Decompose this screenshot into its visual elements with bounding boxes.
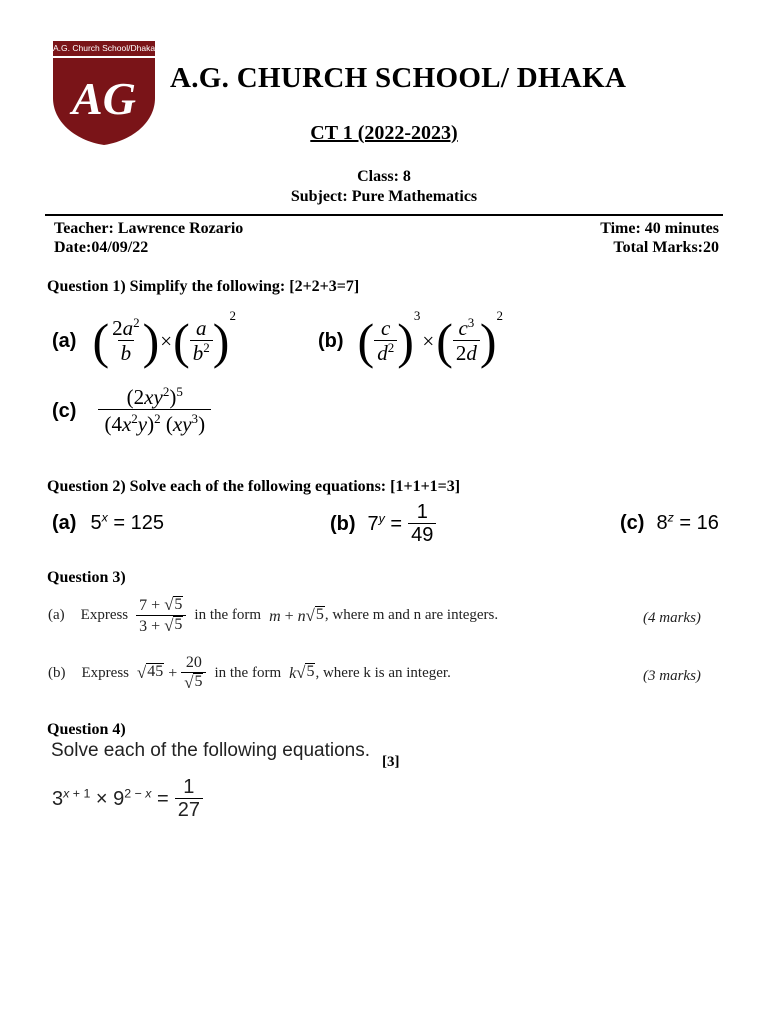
q1-label-b: (b) — [318, 329, 344, 352]
question-4-heading: Question 4) — [47, 721, 126, 738]
class-line: Class: 8 — [357, 168, 411, 185]
teacher-line: Teacher: Lawrence Rozario — [54, 220, 244, 237]
q2-part-a: (a) $5^x = 125$ — [52, 510, 164, 534]
q1-label-c: (c) — [52, 399, 77, 422]
q4-equation: $3^{x + 1} \times 9^{2 - x}$ = $\frac{1}{27}$ — [52, 776, 203, 822]
question-1-heading: Question 1) Simplify the following: [2+2+3=7] — [47, 278, 360, 295]
date-line: Date:04/09/22 — [54, 239, 149, 256]
question-2-heading: Question 2) Solve each of the following equations: [1+1+1=3] — [47, 478, 461, 495]
q3-part-a: (a) Express 7 + √ 5 3 + √ 5 in the form m + n √ 5 , where m and n are integers. — [48, 595, 499, 635]
q1-part-a: (a) ( $\frac{2a^2}{b}$ ) × ( $\frac{a}{b^2}$ ) 2 — [52, 308, 236, 369]
q3-part-a-marks: (4 marks) — [643, 610, 701, 626]
q4-instruction: Solve each of the following equations. — [51, 740, 370, 761]
q3-part-b-marks: (3 marks) — [643, 668, 701, 684]
q1-part-b: (b) ( $\frac{c}{d^2}$ ) 3 × ( $\frac{c^3}{2d}$ ) 2 — [318, 308, 504, 369]
total-marks-line: Total Marks:20 — [613, 239, 719, 256]
logo-mark: AG — [72, 73, 136, 124]
question-3-heading: Question 3) — [47, 569, 126, 586]
q1-label-a: (a) — [52, 329, 77, 352]
q2-label-c: (c) — [620, 512, 645, 534]
test-title: CT 1 (2022-2023) — [310, 122, 458, 144]
header-divider — [45, 214, 723, 216]
q3-part-b: (b) Express √ 45 + 20 √ 5 in the form k √ 5 , where k is an integer. — [48, 654, 451, 692]
q2-part-b: (b) $7^y$ = $\frac{1}{49}$ — [330, 501, 436, 547]
time-line: Time: 40 minutes — [600, 220, 719, 237]
subject-line: Subject: Pure Mathematics — [290, 188, 478, 205]
logo-banner: A.G. Church School/Dhaka — [53, 41, 155, 56]
q1-part-c: (c) $\frac{(2xy^2)^5}{(4x^2y)^2 (xy^3)}$ — [52, 386, 211, 436]
school-name: A.G. CHURCH SCHOOL/ DHAKA — [170, 62, 627, 94]
q4-marks: [3] — [382, 754, 400, 770]
q2-label-a: (a) — [52, 512, 77, 534]
q2-label-b: (b) — [330, 512, 356, 535]
q2-part-c: (c) $8^z = 16$ — [620, 510, 719, 534]
